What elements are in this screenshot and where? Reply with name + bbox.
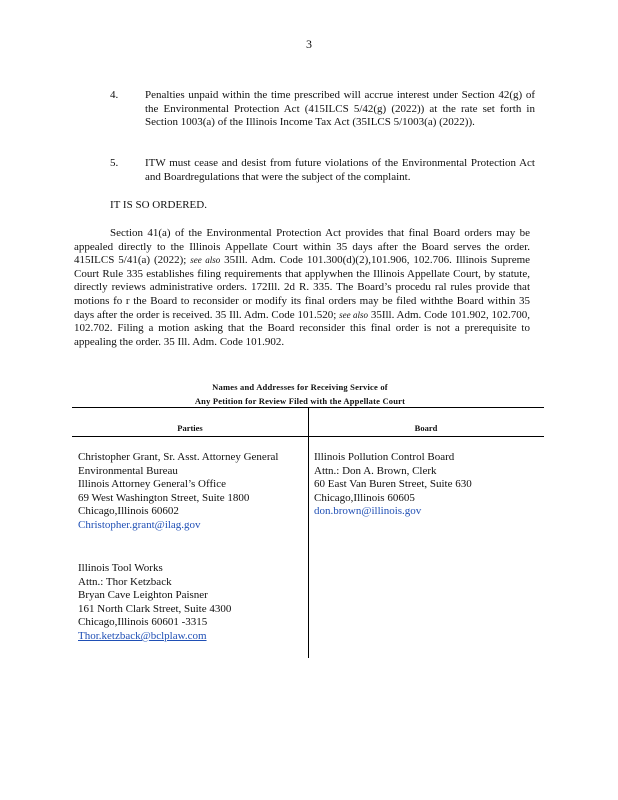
service-title-line-1: Names and Addresses for Receiving Service of (212, 382, 388, 392)
party-line: Illinois Tool Works (78, 562, 163, 574)
party-line: 69 West Washington Street, Suite 1800 (78, 491, 250, 504)
item-text: ITW must cease and desist from future violations of the Environmental Protection Act and Boardregulations that were the subject of the complaint. (145, 157, 535, 183)
party-email-link[interactable]: Christopher.grant@ilag.gov (78, 518, 201, 531)
board-line: Chicago,Illinois 60605 (314, 491, 415, 504)
order-item-4 (110, 89, 535, 130)
parties-header: Parties (177, 423, 203, 433)
board-line: Attn.: Don A. Brown, Clerk (314, 464, 437, 477)
column-divider (308, 407, 309, 658)
board-line: 60 East Van Buren Street, Suite 630 (314, 478, 472, 491)
appeal-text-1: Section 41(a) of the Environmental Protection Act provides that final Board orders may be appealed directly to the Illinois Appellate Court within 35 days after the Board serves the order. 415ILCS 5/41(a) (2022); (74, 227, 530, 267)
party-itw-block (78, 562, 237, 644)
see-also-1: see also (190, 255, 221, 266)
item-number: 4. (110, 89, 119, 101)
appeal-text-2: 35Ill. Adm. Code 101.300(d)(2),101.906, 102.706. Illinois Supreme Court Rule 335 establishes filing requirements that applywhen the Illinois Appellate Court, by statute, directly reviews administrative orders. 172Ill. 2d R. 335. The Board’s procedu ral rules provide that motions fo r the Board to reconsider or modify its final orders may be filed withthe Board within 35 days after the order is received. 35 Ill. Adm. Code 101.520; (74, 254, 531, 321)
party-line: Chicago,Illinois 60601 -3315 (78, 616, 208, 629)
party-email-link[interactable]: Thor.ketzback@bclplaw.com (78, 629, 207, 642)
board-email-link[interactable]: don.brown@illinois.gov (314, 505, 422, 518)
party-line: Chicago,Illinois 60602 (78, 505, 179, 518)
appeal-text-3: 35Ill. Adm. Code 101.902, 102.700, 102.702. Filing a motion asking that the Board reconsider this final order is not a prerequisite to appealing the order. 35 Ill. Adm. Code 101.902. (74, 308, 531, 348)
so-ordered: IT IS SO ORDERED. (110, 199, 207, 211)
board-header: Board (414, 423, 438, 433)
party-line: Environmental Bureau (78, 464, 178, 477)
party-line: Christopher Grant, Sr. Asst. Attorney General (78, 451, 279, 463)
board-block (314, 451, 472, 519)
party-line: Attn.: Thor Ketzback (78, 575, 172, 588)
item-number: 5. (110, 157, 119, 169)
page-number: 3 (306, 37, 312, 51)
party-line: Bryan Cave Leighton Paisner (78, 589, 208, 602)
order-item-5 (110, 157, 535, 184)
service-title-line-2: Any Petition for Review Filed with the Appellate Court (194, 396, 406, 406)
party-line: 161 North Clark Street, Suite 4300 (78, 602, 232, 615)
party-state-block (78, 451, 278, 533)
appeal-paragraph (74, 227, 530, 349)
board-line: Illinois Pollution Control Board (314, 451, 455, 463)
see-also-2: see also (339, 309, 368, 320)
item-text: Penalties unpaid within the time prescribed will accrue interest under Section 42(g) of the Environmental Protection Act (415ILCS 5/42(g) (2022)) at the rate set forth in Section 1003(a) of the Illinois Income Tax Act (35ILCS 5/1003(a) (2022)). (145, 89, 535, 128)
party-line: Illinois Attorney General’s Office (78, 478, 226, 491)
